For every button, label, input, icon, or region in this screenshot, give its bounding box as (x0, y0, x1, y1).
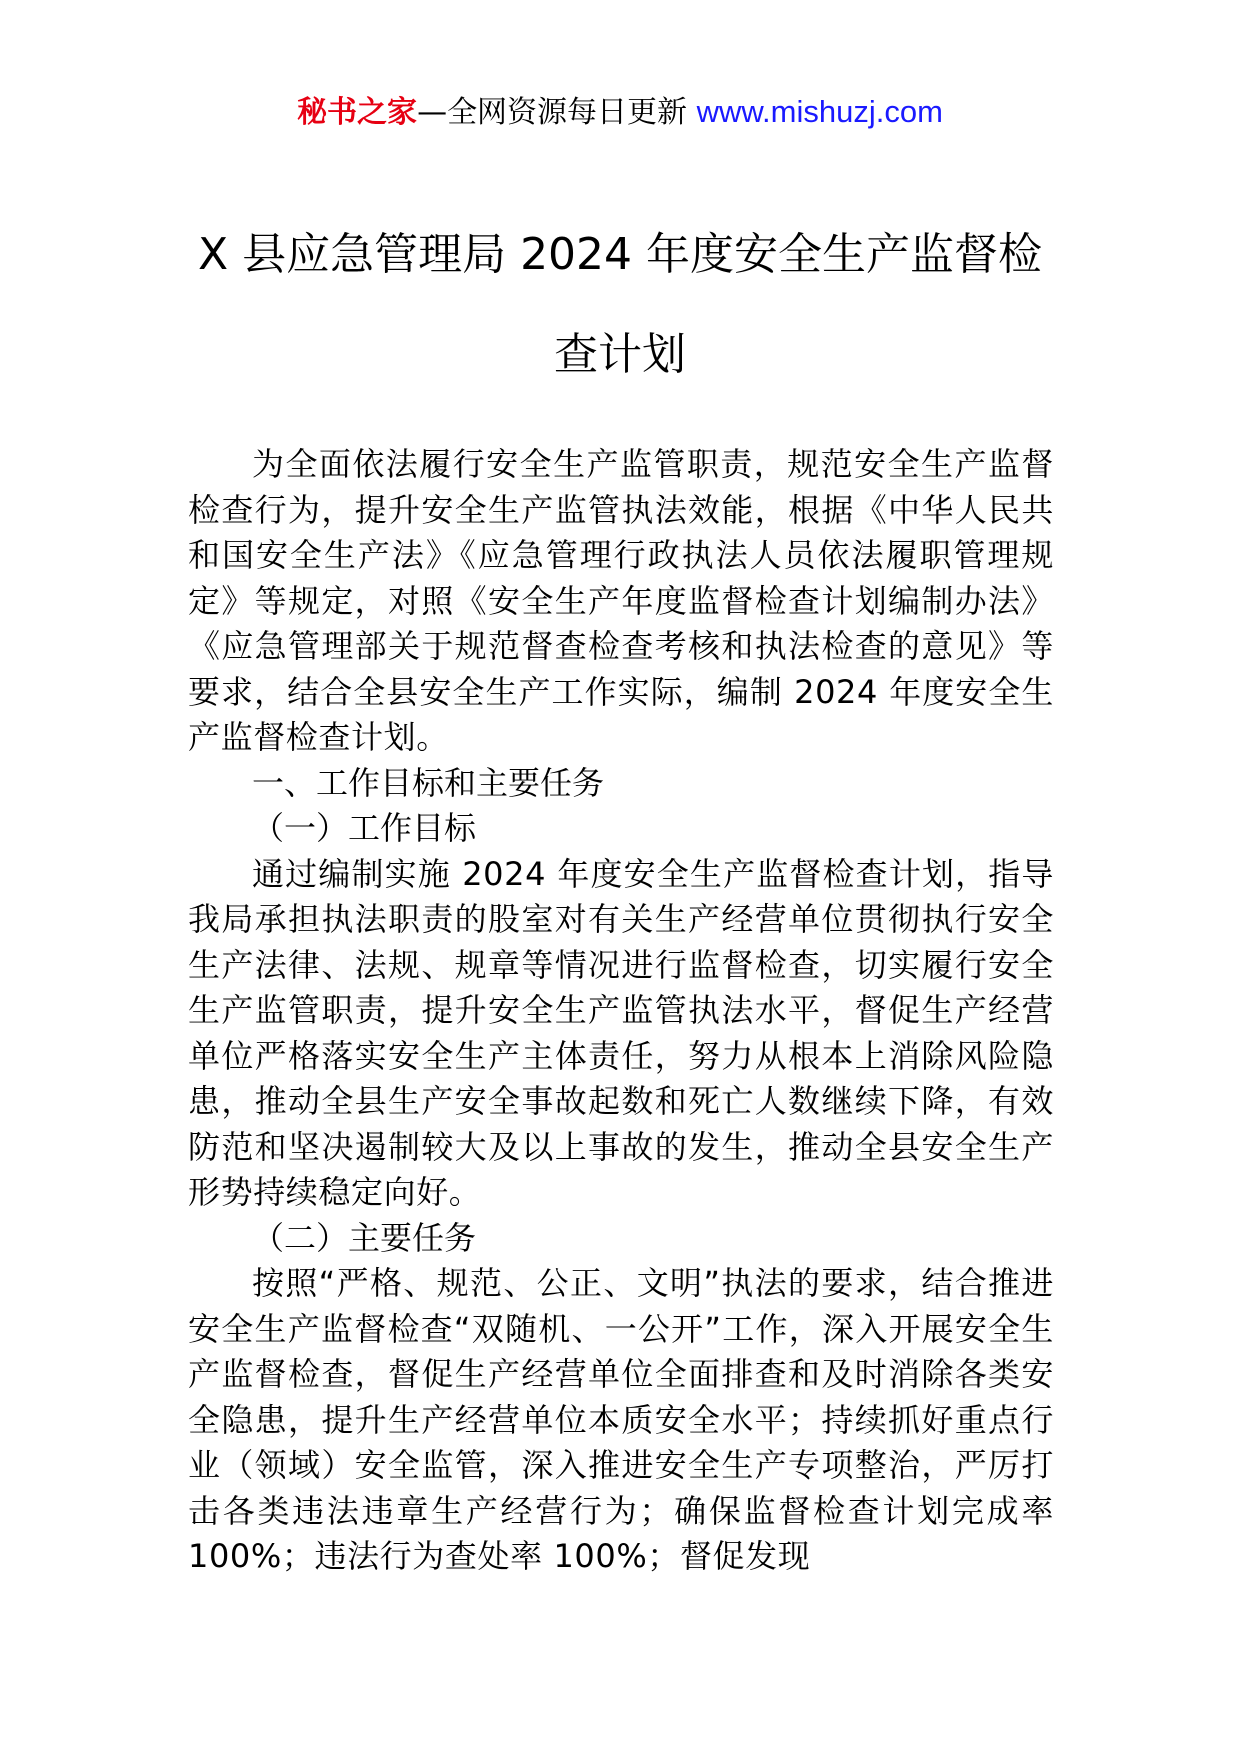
section-heading-1: 一、工作目标和主要任务 (252, 763, 605, 802)
title-line-1: X 县应急管理局 2024 年度安全生产监督检 (197, 229, 1043, 280)
brand-name: 秘书之家 (297, 95, 418, 130)
goals-paragraph: 通过编制实施 2024 年度安全生产监督检查计划，指导我局承担执法职责的股室对有关生产经营单位贯彻执行安全生产法律、法规、规章等情况进行监督检查，切实履行安全生产监管职责，提升安全生产监管执法水平，督促生产经营单位严格落实安全生产主体责任，努力从根本上消除风险隐患，推动全县生产安全事故起数和死亡人数继续下降，有效防范和坚决遏制较大及以上事故的发生，推动全县安全生产形势持续稳定向好。 (188, 854, 1054, 1211)
tasks-paragraph: 按照“严格、规范、公正、文明”执法的要求，结合推进安全生产监督检查“双随机、一公开”工作，深入开展安全生产监督检查，督促生产经营单位全面排查和及时消除各类安全隐患，提升生产经营单位本质安全水平；持续抓好重点行业（领域）安全监管，深入推进安全生产专项整治，严厉打击各类违法违章生产经营行为；确保监督检查计划完成率 100%；违法行为查处率 100%；督促发现 (188, 1264, 1054, 1575)
subsection-heading-goals: （一）工作目标 (252, 809, 477, 847)
subsection-heading-tasks: （二）主要任务 (252, 1218, 477, 1257)
title-line-2: 查计划 (554, 329, 686, 380)
intro-paragraph: 为全面依法履行安全生产监管职责，规范安全生产监督检查行为，提升安全生产监管执法效能，根据《中华人民共和国安全生产法》《应急管理行政执法人员依法履职管理规定》等规定，对照《安全生产年度监督检查计划编制办法》《应急管理部关于规范督查检查考核和执法检查的意见》等要求，结合全县安全生产工作实际，编制 2024 年度安全生产监督检查计划。 (188, 445, 1054, 756)
document-body (188, 442, 1054, 1580)
document-title (160, 205, 1080, 405)
site-header (0, 92, 1240, 133)
site-url-link[interactable]: www.mishuzj.com (696, 94, 943, 129)
header-slogan: —全网资源每日更新 (417, 95, 688, 130)
